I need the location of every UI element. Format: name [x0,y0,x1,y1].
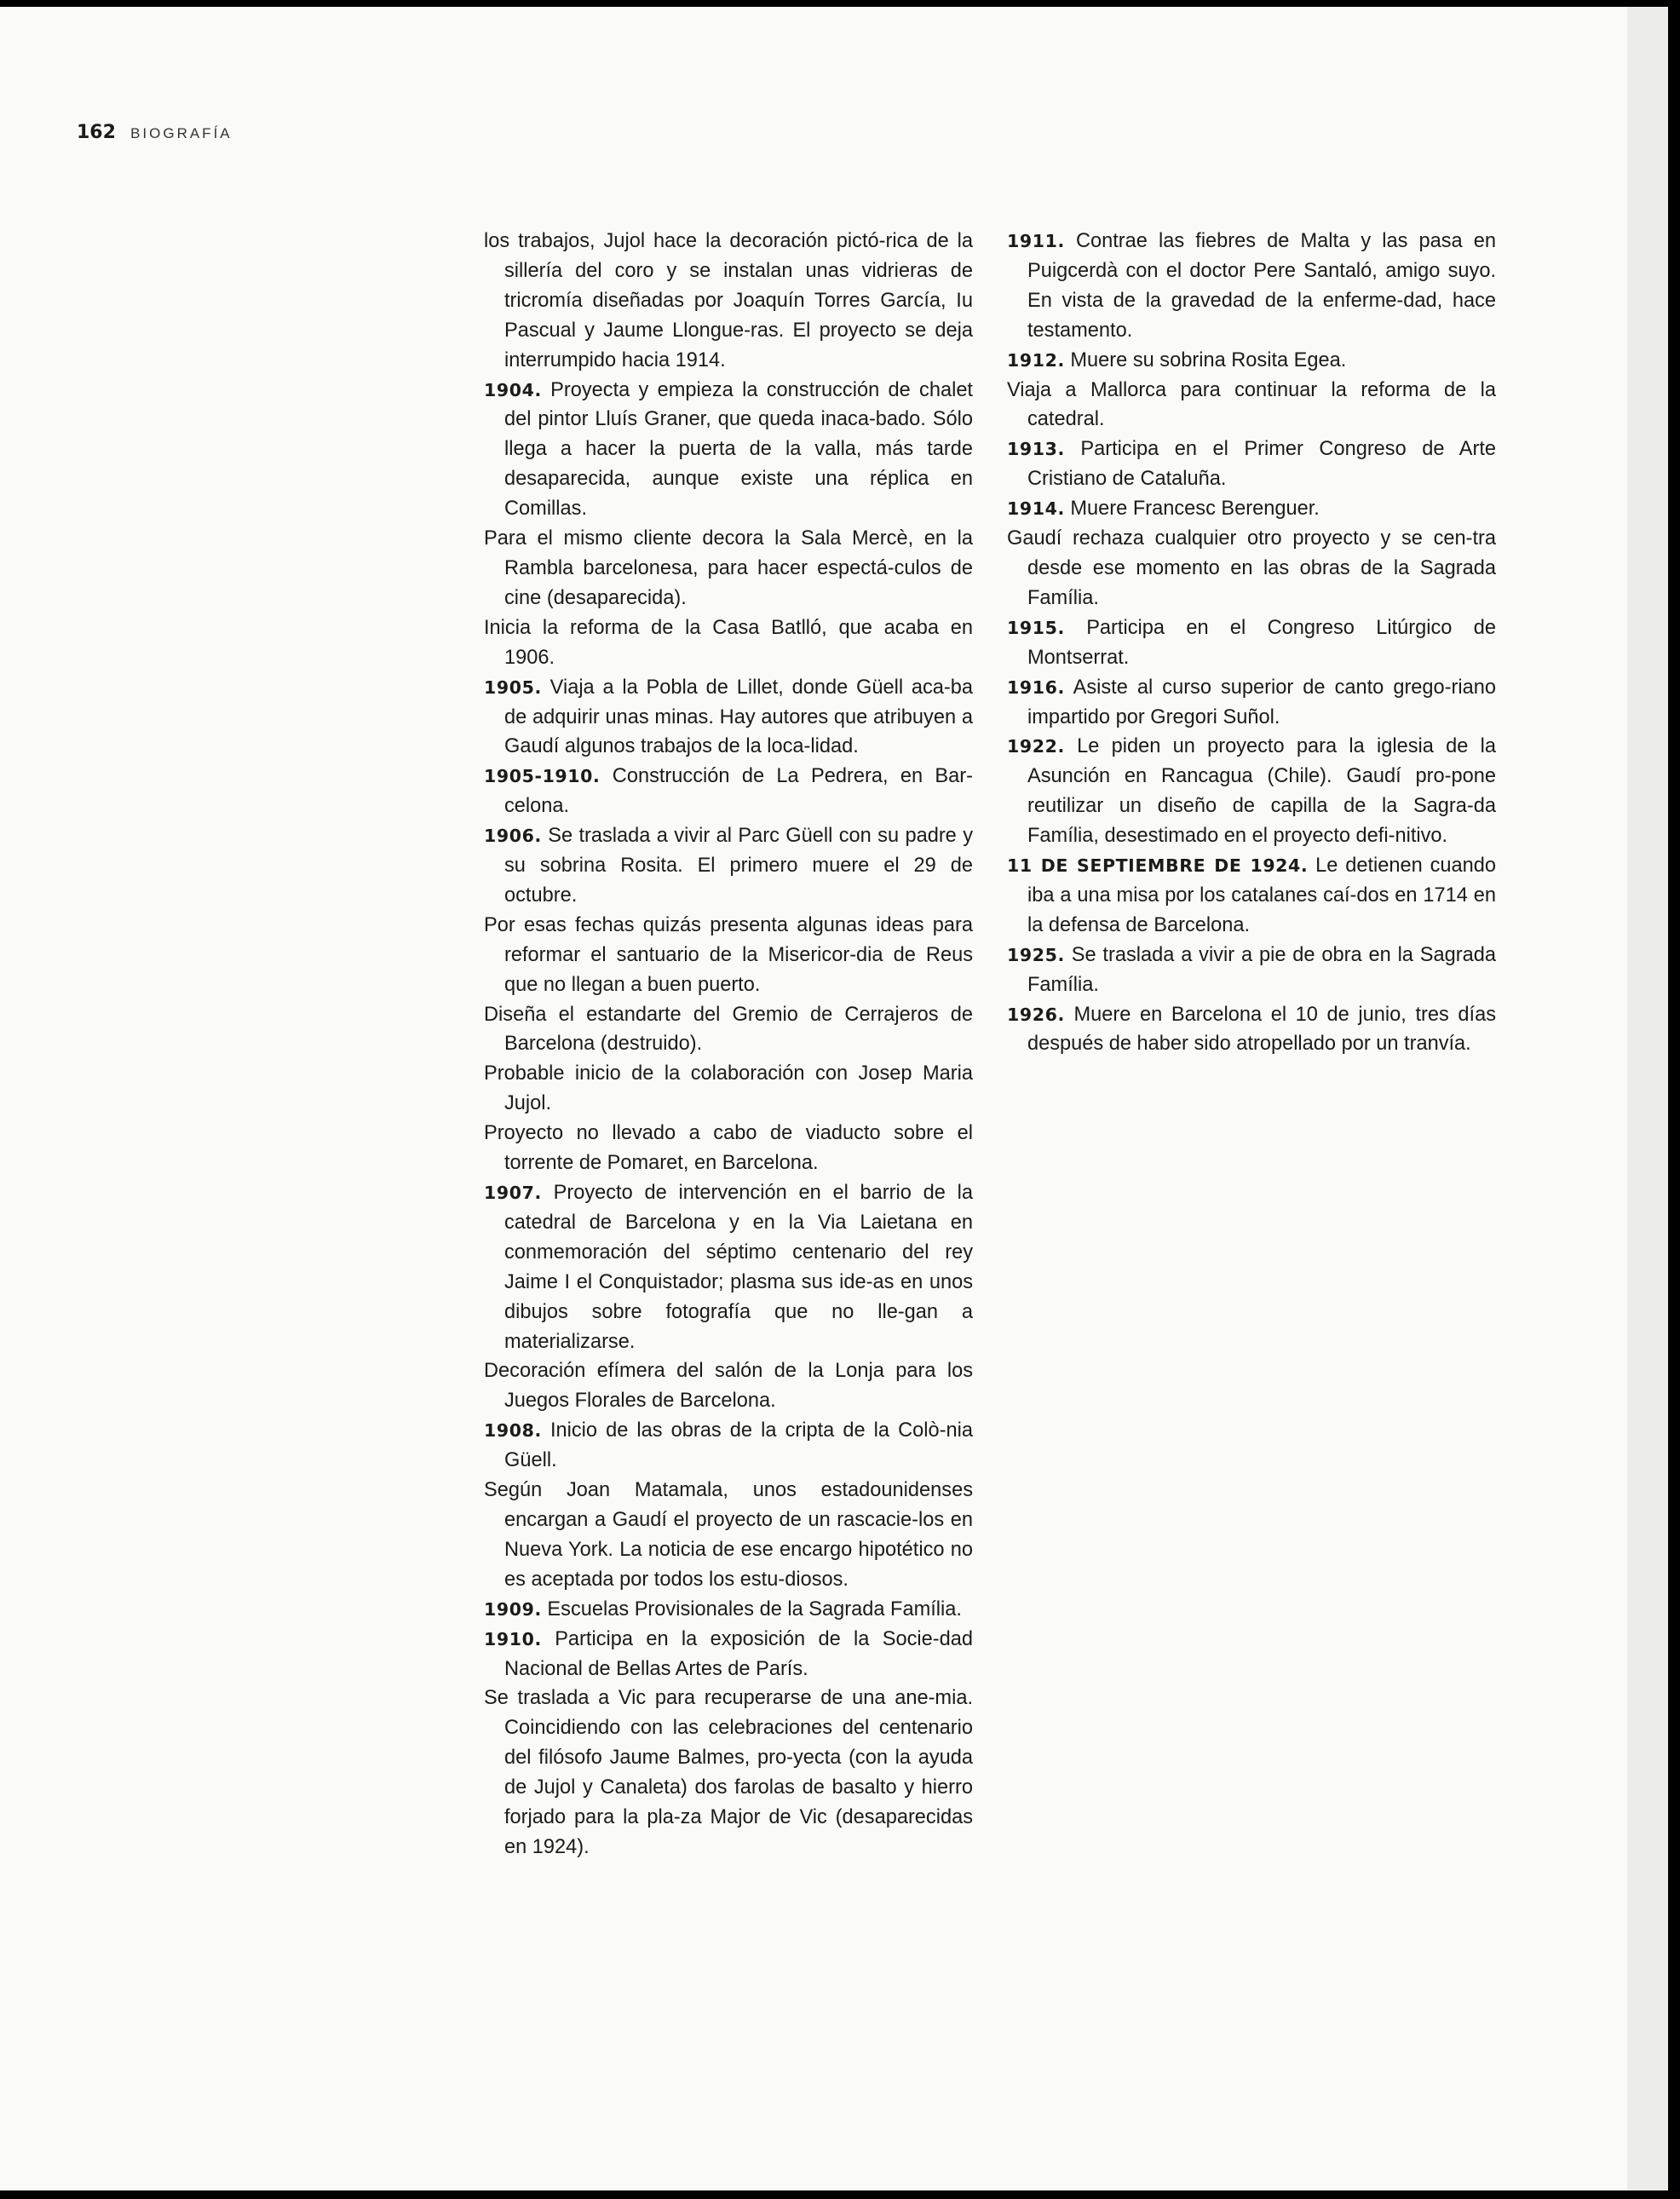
chronology-entry [484,1000,973,1060]
right-text-column [1007,227,1496,1059]
chronology-entry [1007,941,1496,1000]
entry-text: Decoración efímera del salón de la Lonja para los Juegos Florales de Barcelona. [484,1360,973,1413]
adjacent-page-edge [1627,7,1668,2190]
entry-text: Viaja a Mallorca para continuar la reforma de la catedral. [1007,378,1496,431]
chronology-entry [484,376,973,525]
chronology-entry [1007,524,1496,613]
entry-text: Diseña el estandarte del Gremio de Cerrajeros de Barcelona (destruido). [484,1003,973,1056]
entry-text: Muere en Barcelona el 10 de junio, tres días después de haber sido atropellado por un tranvía. [1027,1003,1496,1056]
entry-text: Participa en el Congreso Litúrgico de Montserrat. [1027,616,1496,669]
section-title: BIOGRAFÍA [130,125,233,141]
entry-year: 1911. [1007,231,1065,251]
entry-year: 1915. [1007,617,1065,638]
entry-text: Se traslada a vivir al Parc Güell con su padre y su sobrina Rosita. El primero muere el 29 de octubre. [504,825,973,907]
entry-text: Por esas fechas quizás presenta algunas ideas para reformar el santuario de la Misericor-dia de Reus que no llegan a buen puerto. [484,913,973,996]
entry-text: Se traslada a Vic para recuperarse de una ane-mia. Coincidiendo con las celebraciones del centenario del filósofo Jaume Balmes, pro-yecta (con la ayuda de Jujol y Canaleta) dos farolas de basalto y hierro forjado para la pla-za Major de Vic (desaparecidas en 1924). [484,1687,973,1858]
entry-text: Participa en el Primer Congreso de Arte Cristiano de Cataluña. [1027,438,1496,491]
entry-year: 1906. [484,826,542,847]
chronology-entry [484,1625,973,1684]
entry-text: Muere su sobrina Rosita Egea. [1070,348,1347,371]
entry-year: 1922. [1007,736,1065,757]
entry-text: Viaja a la Pobla de Lillet, donde Güell aca-ba de adquirir unas minas. Hay autores que atribuyen a Gaudí algunos trabajos de la loca-lidad. [504,676,973,758]
entry-year: 1907. [484,1183,542,1203]
entry-text: Construcción de La Pedrera, en Bar-celona. [504,765,974,818]
entry-year: 1925. [1007,944,1065,965]
entry-text: Contrae las fiebres de Malta y las pasa en Puigcerdà con el doctor Pere Santaló, amigo suyo. En vista de la gravedad de la enferme-dad, hace testamento. [1027,230,1496,342]
entry-text: los trabajos, Jujol hace la decoración pictó-rica de la sillería del coro y se instalan unas vidrieras de tricromía diseñadas por Joaquín Torres García, Iu Pascual y Jaume Llongue-ras. El proyecto se deja interrumpido hacia 1914. [484,230,973,371]
entry-year: 1914. [1007,498,1065,520]
entry-text: Asiste al curso superior de canto grego-riano impartido por Gregori Suñol. [1027,676,1496,728]
entry-year: 1905. [484,676,542,698]
page-number: 162 [77,122,116,143]
entry-year: 1913. [1007,439,1065,460]
entry-text: Le piden un proyecto para la iglesia de la Asunción en Rancagua (Chile). Gaudí pro-pone reutilizar un diseño de capilla de la Sagra-da Família, desestimado en el proyecto defi-nitivo. [1027,735,1496,848]
entry-text: Muere Francesc Berenguer. [1070,498,1320,521]
entry-year: 1910. [484,1628,542,1649]
chronology-entry [1007,613,1496,673]
entry-text: Gaudí rechaza cualquier otro proyecto y se cen-tra desde ese momento en las obras de la Sagrada Família. [1007,527,1496,609]
entry-text: Proyecta y empieza la construcción de chalet del pintor Lluís Graner, que queda inaca-bado. Sólo llega a hacer la puerta de la valla, más tarde desaparecida, aunque existe una réplica en Comillas. [504,378,973,521]
chronology-entry [1007,346,1496,376]
chronology-entry [1007,494,1496,524]
entry-year: 1904. [484,379,542,400]
chronology-entry [1007,376,1496,435]
chronology-entry [1007,435,1496,494]
chronology-entry [1007,732,1496,851]
chronology-entry [1007,673,1496,733]
chronology-entry [484,524,973,613]
entry-text: Para el mismo cliente decora la Sala Mercè, en la Rambla barcelonesa, para hacer espectá-culos de cine (desaparecida). [484,527,973,609]
chronology-entry [484,1595,973,1625]
entry-text: Inicia la reforma de la Casa Batlló, que acaba en 1906. [484,616,973,669]
chronology-entry [1007,227,1496,346]
entry-text: Proyecto de intervención en el barrio de la catedral de Barcelona y en la Via Laietana en conmemoración del séptimo centenario del rey Jaime I el Conquistador; plasma sus ide-as en unos dibujos sobre fotografía que no lle-gan a materializarse. [504,1182,973,1353]
entry-text: Proyecto no llevado a cabo de viaducto sobre el torrente de Pomaret, en Barcelona. [484,1122,973,1175]
chronology-entry [484,1416,973,1476]
chronology-entry [484,1178,973,1356]
page [0,7,1668,2190]
entry-year: 11 DE SEPTIEMBRE DE 1924. [1007,855,1309,877]
chronology-entry [484,911,973,1000]
entry-year: 1912. [1007,349,1065,371]
chronology-entry [484,1119,973,1178]
entry-text: Inicio de las obras de la cripta de la Colò-nia Güell. [504,1419,973,1472]
chronology-entry [484,1476,973,1595]
entry-text: Escuelas Provisionales de la Sagrada Família. [547,1597,962,1620]
entry-year: 1908. [484,1420,542,1442]
running-header [77,121,233,143]
chronology-entry [484,1356,973,1416]
chronology-entry [484,1684,973,1862]
chronology-entry [484,762,973,821]
entry-text: Se traslada a vivir a pie de obra en la Sagrada Família. [1027,943,1496,996]
chronology-entry [484,1059,973,1119]
chronology-entry [484,613,973,673]
chronology-entry [484,821,973,911]
chronology-entry [484,673,973,763]
chronology-entry [1007,851,1496,941]
entry-text: Probable inicio de la colaboración con Josep Maria Jujol. [484,1062,973,1115]
left-text-column [484,227,973,1862]
chronology-entry [1007,1000,1496,1060]
entry-text: Le detienen cuando iba a una misa por los catalanes caí-dos en 1714 en la defensa de Barcelona. [1027,855,1497,936]
chronology-entry [484,227,973,376]
entry-year: 1926. [1007,1004,1065,1025]
entry-year: 1916. [1007,676,1065,698]
entry-year: 1905-1910. [484,766,601,787]
entry-text: Según Joan Matamala, unos estadounidenses encargan a Gaudí el proyecto de un rascacie-los en Nueva York. La noticia de ese encargo hipotético no es aceptada por todos los estu-diosos. [484,1479,973,1591]
entry-year: 1909. [484,1598,542,1620]
entry-text: Participa en la exposición de la Socie-dad Nacional de Bellas Artes de París. [504,1627,973,1680]
